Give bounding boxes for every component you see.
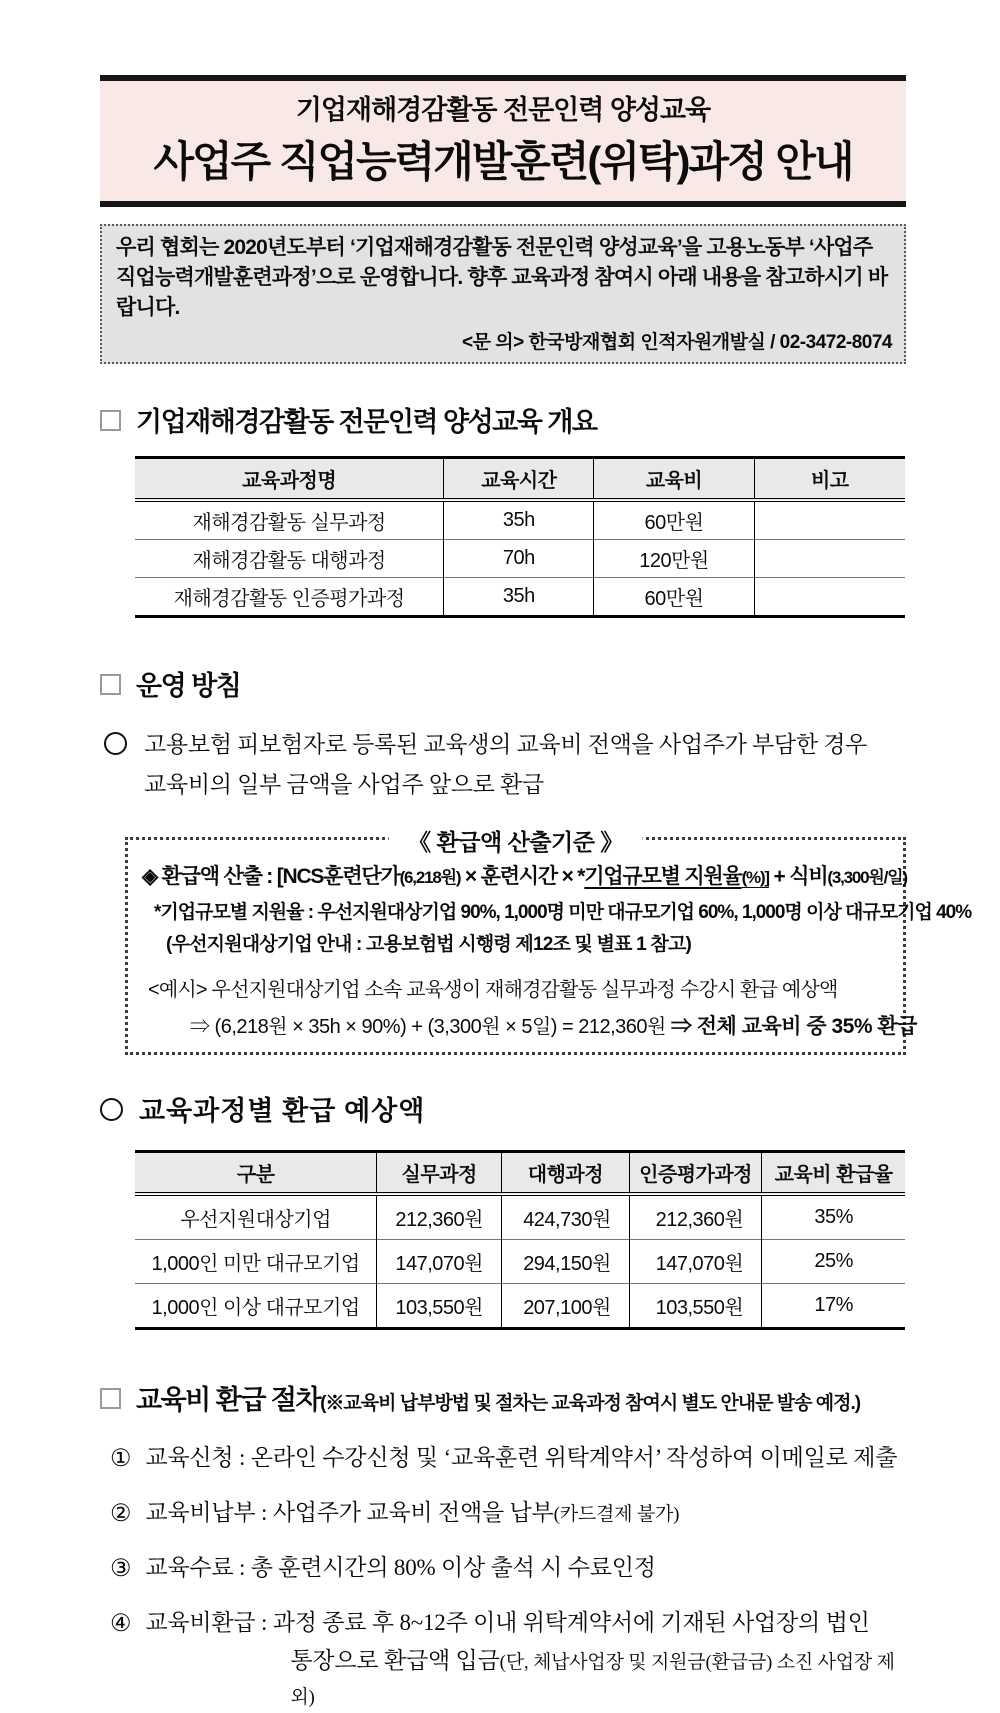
step-number: ② <box>110 1500 132 1527</box>
cell-certification-amount: 103,550원 <box>629 1283 761 1328</box>
intro-text-line2: 직업능력개발훈련과정’으로 운영합니다. 향후 교육과정 참여시 아래 내용을 참고하시기 바랍니다. <box>116 265 888 319</box>
col-header-agency: 대행과정 <box>502 1151 630 1194</box>
policy-line1: 고용보험 피보험자로 등록된 교육생의 교육비 전액을 사업주가 부담한 경우 <box>144 732 868 758</box>
square-bullet-icon <box>100 674 121 695</box>
refund-criteria-box <box>125 828 972 1055</box>
formula-unit-price: (6,218원) <box>399 867 461 887</box>
cell-practical-amount: 103,550원 <box>377 1283 502 1328</box>
formula-mid2: + 식비 <box>768 864 828 888</box>
col-header-hours: 교육시간 <box>444 458 594 501</box>
example-calculation <box>190 1010 917 1040</box>
square-bullet-icon <box>100 410 121 431</box>
refund-box-title: 《 환급액 산출기준 》 <box>388 824 643 857</box>
circle-bullet-icon <box>100 1098 123 1121</box>
page-content <box>100 75 972 1713</box>
cell-agency-amount: 207,100원 <box>502 1283 630 1328</box>
list-item <box>110 1606 906 1713</box>
cell-fee: 120만원 <box>594 540 754 578</box>
policy-heading-text: 운영 방침 <box>136 671 241 702</box>
cell-remarks <box>754 540 905 578</box>
col-header-refund-rate: 교육비 환급율 <box>762 1151 905 1194</box>
refund-estimates-table <box>135 1150 905 1330</box>
support-rate-note: *기업규모별 지원율 : 우선지원대상기업 90%, 1,000명 미만 대규모기업 60%, 1,000명 이상 대규모기업 40% <box>154 901 972 923</box>
formula-mid1: × 훈련시간 × * <box>460 864 585 888</box>
col-header-practical: 실무과정 <box>377 1151 502 1194</box>
procedure-heading-text: 교육비 환급 절차(※교육비 납부방법 및 절차는 교육과정 참여시 별도 안내문 발송 예정.) <box>136 1384 861 1415</box>
cell-practical-amount: 212,360원 <box>377 1194 502 1240</box>
table-row <box>135 540 905 578</box>
table-row <box>135 500 905 540</box>
priority-company-note: (우선지원대상기업 안내 : 고용보험법 시행령 제12조 및 별표 1 참고) <box>166 933 692 955</box>
cell-course-name: 재해경감활동 실무과정 <box>192 512 386 535</box>
table-header-row <box>135 1151 905 1194</box>
col-header-course-name: 교육과정명 <box>135 458 444 501</box>
cell-refund-rate: 25% <box>762 1239 905 1283</box>
cell-category: 1,000인 이상 대규모기업 <box>135 1283 377 1328</box>
course-overview-table <box>135 456 905 618</box>
list-item <box>110 1441 906 1477</box>
cell-practical-amount: 147,070원 <box>377 1239 502 1283</box>
example-calc-expression: ⇒ (6,218원 × 35h × 90%) + (3,300원 × 5일) = 212,360원 <box>190 1015 671 1038</box>
step-text-line1: 교육비환급 : 과정 종료 후 8~12주 이내 위탁계약서에 기재된 사업장의 법인 <box>145 1609 870 1635</box>
step-number: ① <box>110 1445 132 1472</box>
step-note: (카드결제 불가) <box>553 1503 680 1525</box>
cell-course-name: 재해경감활동 인증평가과정 <box>135 578 444 617</box>
list-item <box>110 1496 906 1532</box>
title-block <box>100 75 906 207</box>
refund-estimates-heading-text: 교육과정별 환급 예상액 <box>139 1095 426 1126</box>
procedure-heading-note: (※교육비 납부방법 및 절차는 교육과정 참여시 별도 안내문 발송 예정.) <box>320 1392 861 1414</box>
cell-category: 우선지원대상기업 <box>180 1208 331 1231</box>
intro-notice-box <box>100 224 906 364</box>
cell-hours: 35h <box>444 578 594 617</box>
table-row <box>135 578 905 617</box>
example-calc-result: ⇒ 전체 교육비 중 35% 환급 <box>670 1014 917 1038</box>
policy-bullet-text <box>144 725 867 804</box>
circle-bullet-icon <box>104 732 127 755</box>
cell-agency-amount: 294,150원 <box>502 1239 630 1283</box>
example-label: <예시> 우선지원대상기업 소속 교육생이 재해경감활동 실무과정 수강시 환급 예상액 <box>148 978 838 1001</box>
overview-heading-text: 기업재해경감활동 전문인력 양성교육 개요 <box>136 407 597 438</box>
col-header-category: 구분 <box>135 1151 377 1194</box>
col-header-remarks: 비고 <box>754 458 905 501</box>
table-row <box>135 1194 905 1240</box>
policy-bullet-item <box>104 725 906 804</box>
cell-fee: 60만원 <box>594 578 754 617</box>
cell-category: 1,000인 미만 대규모기업 <box>135 1239 377 1283</box>
contact-info: <문 의> 한국방재협회 인적자원개발실 / 02-3472-8074 <box>462 332 892 354</box>
step-note: (단, 체납사업장 및 지원금(환급금) 소진 사업장 제외) <box>290 1652 895 1708</box>
cell-refund-rate: 17% <box>762 1283 905 1328</box>
policy-line2: 교육비의 일부 금액을 사업주 앞으로 환급 <box>144 771 544 797</box>
intro-text-line1: 우리 협회는 2020년도부터 ‘기업재해경감활동 전문인력 양성교육’을 고용노동부 ‘사업주 <box>116 236 873 259</box>
step-text <box>145 1606 906 1713</box>
step-number: ③ <box>110 1555 132 1582</box>
cell-remarks <box>754 500 905 540</box>
section-heading-overview <box>100 400 906 439</box>
formula-meal-cost: (3,300원/일) <box>827 867 907 887</box>
step-text: 교육비납부 : 사업주가 교육비 전액을 납부(카드결제 불가) <box>145 1499 680 1525</box>
section-heading-policy <box>100 664 906 703</box>
step-text-line2: 통장으로 환급액 입금(단, 체납사업장 및 지원금(환급금) 소진 사업장 제외) <box>290 1648 895 1708</box>
step-text: 교육수료 : 총 훈련시간의 80% 이상 출석 시 수료인정 <box>145 1554 656 1580</box>
formula-support-rate: 기업규모별 지원율 <box>584 864 742 888</box>
step-text: 교육신청 : 온라인 수강신청 및 ‘교육훈련 위탁계약서’ 작성하여 이메일로 제출 <box>145 1444 898 1470</box>
square-bullet-icon <box>100 1388 121 1409</box>
formula-prefix: ◈ 환급액 산출 : [NCS훈련단가 <box>142 864 400 888</box>
table-row <box>135 1283 905 1328</box>
cell-hours: 35h <box>444 500 594 540</box>
table-header-row <box>135 458 905 501</box>
step-number: ④ <box>110 1610 132 1637</box>
formula-percent: (%)] <box>741 867 769 887</box>
section-heading-refund-estimates <box>100 1089 906 1128</box>
cell-course-name: 재해경감활동 대행과정 <box>135 540 444 578</box>
section-heading-procedure <box>100 1378 906 1417</box>
cell-agency-amount: 424,730원 <box>502 1194 630 1240</box>
cell-fee: 60만원 <box>594 500 754 540</box>
cell-remarks <box>754 578 905 617</box>
document-title: 사업주 직업능력개발훈련(위탁)과정 안내 <box>153 138 853 185</box>
cell-hours: 70h <box>444 540 594 578</box>
document-subtitle: 기업재해경감활동 전문인력 양성교육 <box>295 95 711 125</box>
col-header-certification: 인증평가과정 <box>629 1151 761 1194</box>
cell-certification-amount: 147,070원 <box>629 1239 761 1283</box>
procedure-steps-list <box>110 1441 906 1713</box>
table-row <box>135 1239 905 1283</box>
refund-formula <box>142 860 907 890</box>
cell-refund-rate: 35% <box>762 1194 905 1240</box>
col-header-fee: 교육비 <box>594 458 754 501</box>
list-item <box>110 1551 906 1587</box>
cell-certification-amount: 212,360원 <box>629 1194 761 1240</box>
